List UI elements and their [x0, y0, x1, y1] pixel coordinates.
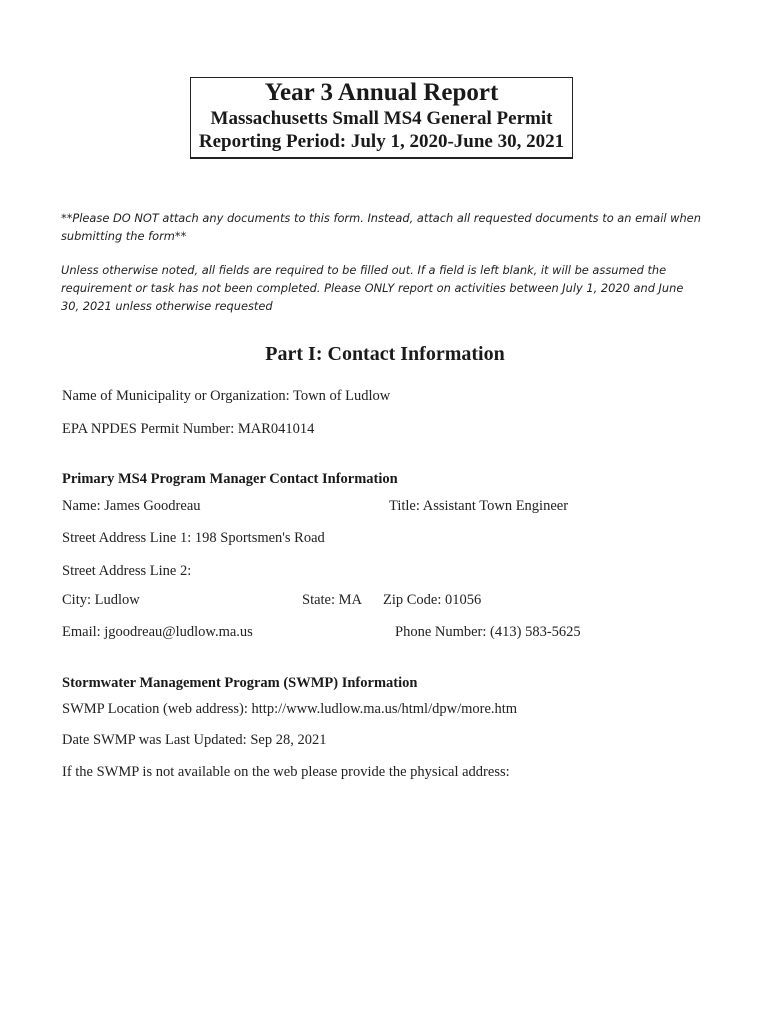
permit-number-field: EPA NPDES Permit Number: MAR041014 — [62, 421, 315, 437]
address-line1-field: Street Address Line 1: 198 Sportsmen's Road — [62, 530, 325, 546]
fields-note: Unless otherwise noted, all fields are required to be filled out. If a field is left blank, it will be assumed the requirement or task has not been completed. Please ONLY report on activities between July 1, 2020 and June 30, 2021 unless otherwise requested — [61, 263, 684, 313]
swmp-location-field: SWMP Location (web address): http://www.ludlow.ma.us/html/dpw/more.htm — [62, 701, 518, 717]
swmp-section-heading: Stormwater Management Program (SWMP) Information — [62, 675, 418, 691]
state-field: State: MA — [302, 592, 363, 608]
manager-title-field: Title: Assistant Town Engineer — [389, 498, 569, 514]
report-subtitle: Massachusetts Small MS4 General Permit — [210, 108, 553, 129]
report-title: Year 3 Annual Report — [264, 79, 499, 106]
manager-name-field: Name: James Goodreau — [62, 498, 201, 514]
zip-code-field: Zip Code: 01056 — [383, 592, 482, 608]
email-field: Email: jgoodreau@ludlow.ma.us — [62, 624, 253, 640]
phone-field: Phone Number: (413) 583-5625 — [395, 624, 581, 640]
attach-note: **Please DO NOT attach any documents to this form. Instead, attach all requested documents to an email when submitting the form** — [61, 211, 701, 243]
part-1-heading: Part I: Contact Information — [265, 343, 505, 365]
report-title-box — [190, 77, 573, 159]
swmp-physical-address-field: If the SWMP is not available on the web please provide the physical address: — [62, 764, 510, 780]
address-line2-field: Street Address Line 2: — [62, 563, 192, 579]
swmp-updated-field: Date SWMP was Last Updated: Sep 28, 2021 — [62, 732, 327, 748]
reporting-period: Reporting Period: July 1, 2020-June 30, 2021 — [198, 131, 565, 152]
city-field: City: Ludlow — [62, 592, 140, 608]
municipality-field: Name of Municipality or Organization: Town of Ludlow — [62, 388, 391, 404]
manager-section-heading: Primary MS4 Program Manager Contact Information — [62, 471, 398, 487]
